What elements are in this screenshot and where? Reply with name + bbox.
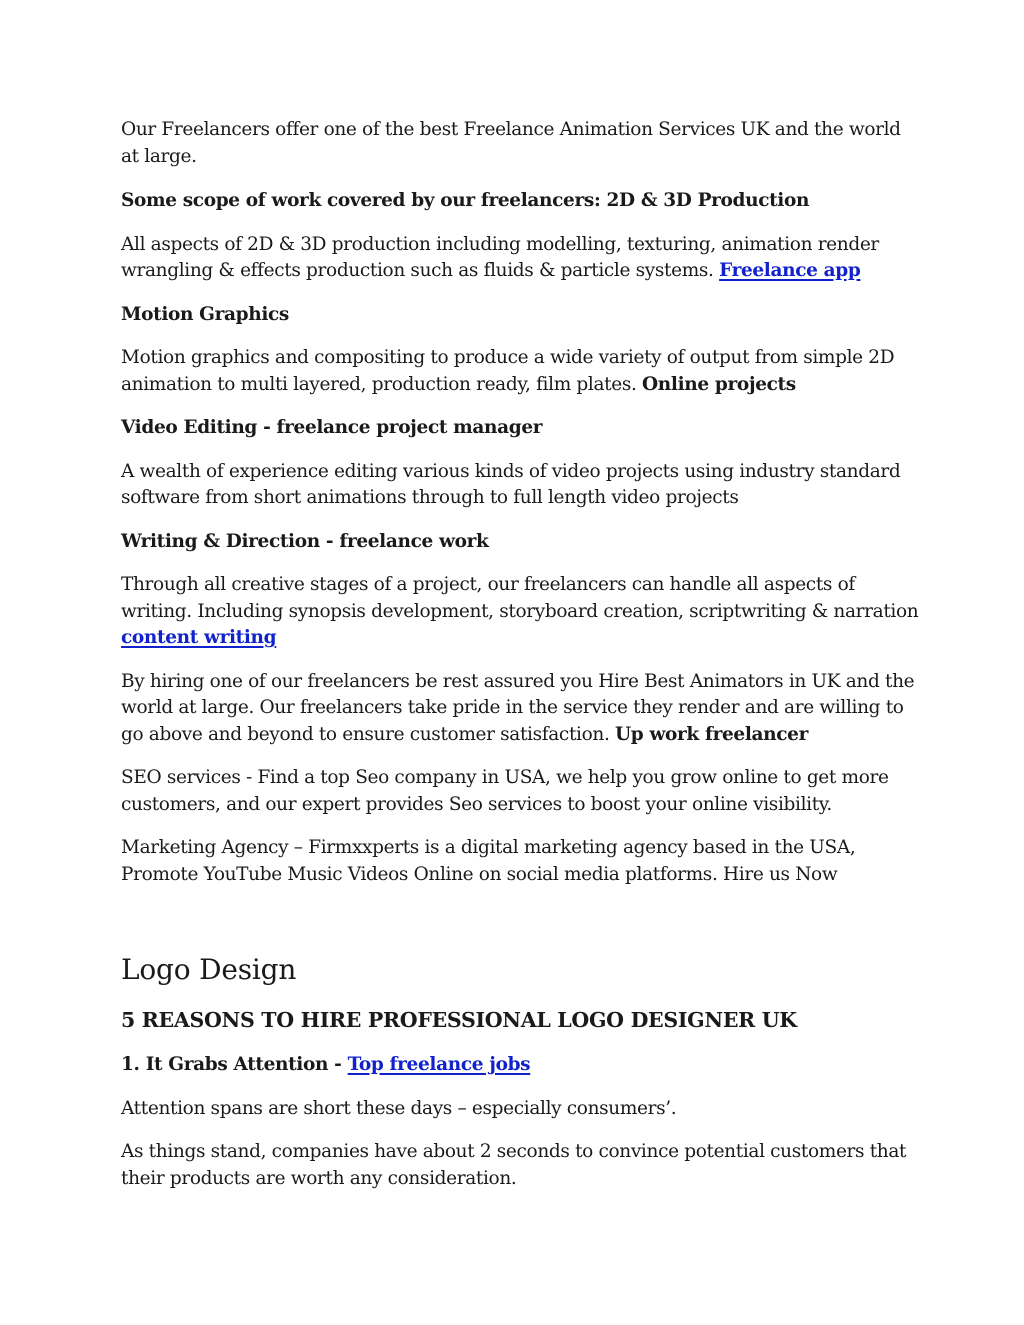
marketing-paragraph: Marketing Agency – Firmxxperts is a digital marketing agency based in the USA, Promote YouTube Music Videos Online on social media platforms. Hire us Now [121, 837, 856, 885]
writing-heading: Writing & Direction - freelance work [121, 530, 489, 552]
reason1-heading: 1. It Grabs Attention - [121, 1054, 348, 1075]
writing-body: Through all creative stages of a project, our freelancers can handle all aspects of writing. Including synopsis development, storyboard creation, scriptwriting & narration [121, 574, 919, 622]
top-freelance-jobs-link[interactable]: Top freelance jobs [347, 1054, 531, 1075]
video-heading: Video Editing - freelance project manager [121, 417, 543, 438]
logo-design-subtitle: 5 REASONS TO HIRE PROFESSIONAL LOGO DESIGNER UK [121, 1008, 797, 1032]
document-page [121, 117, 921, 1192]
hiring-paragraph [121, 669, 921, 749]
writing-paragraph [121, 572, 921, 652]
hiring-body: By hiring one of our freelancers be rest assured you Hire Best Animators in UK and the world at large. Our freelancers take pride in the service they render and are willing to go above and beyond to ensure customer satisfaction. [121, 670, 915, 745]
motion-heading: Motion Graphics [121, 303, 289, 325]
seo-paragraph: SEO services - Find a top Seo company in USA, we help you grow online to get more customers, and our expert provides Seo services to boost your online visibility. [121, 767, 889, 815]
upwork-freelancer-text: Up work freelancer [615, 723, 808, 745]
production-heading: Some scope of work covered by our freelancers: 2D & 3D Production [121, 190, 810, 211]
attention-paragraph: Attention spans are short these days – especially consumers’. [121, 1097, 677, 1119]
video-paragraph: A wealth of experience editing various kinds of video projects using industry standard software from short animations through to full length video projects [121, 460, 901, 508]
production-paragraph [121, 232, 921, 285]
motion-body: Motion graphics and compositing to produce a wide variety of output from simple 2D animation to multi layered, production ready, film plates. [121, 347, 895, 395]
logo-design-title: Logo Design [121, 953, 297, 986]
online-projects-text: Online projects [642, 373, 796, 395]
content-writing-link[interactable]: content writing [121, 627, 277, 648]
production-body: All aspects of 2D & 3D production including modelling, texturing, animation render wrangling & effects production such as fluids & particle systems. [121, 233, 879, 281]
freelance-app-link[interactable]: Freelance app [719, 260, 861, 281]
motion-paragraph [121, 345, 921, 398]
reason1-heading-line [121, 1052, 921, 1079]
companies-paragraph: As things stand, companies have about 2 seconds to convince potential customers that their products are worth any consideration. [121, 1141, 907, 1189]
intro-paragraph: Our Freelancers offer one of the best Freelance Animation Services UK and the world at large. [121, 119, 901, 167]
